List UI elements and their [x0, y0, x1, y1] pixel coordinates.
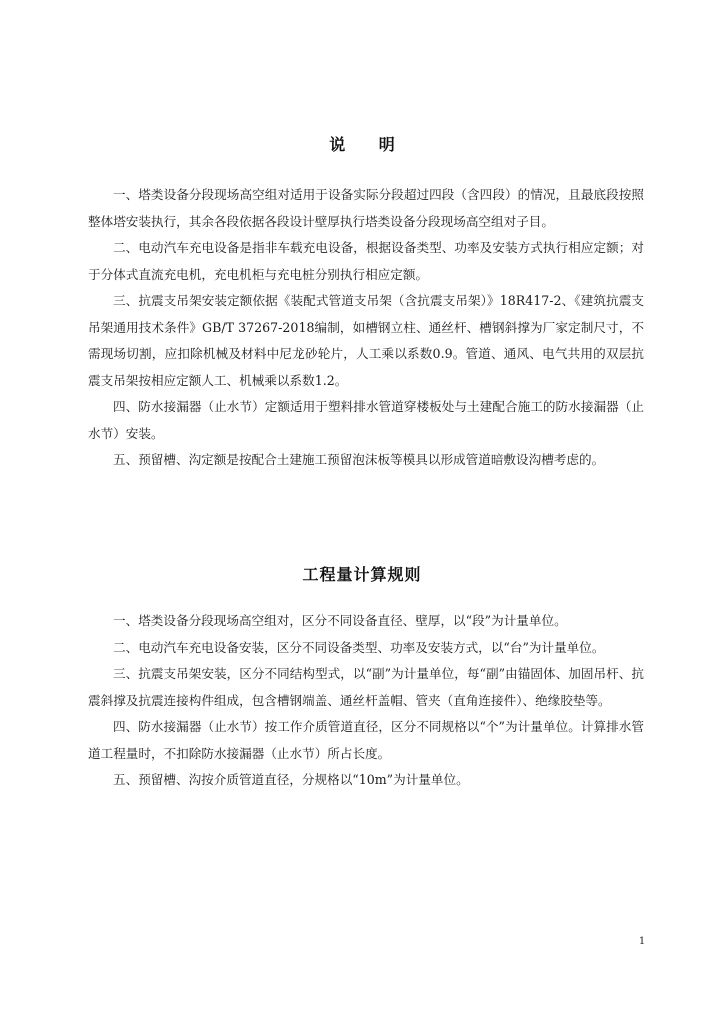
explanation-paragraph-1: 一、塔类设备分段现场高空组对适用于设备实际分段超过四段（含四段）的情况，且最底段按照整体塔安装执行，其余各段依据各段设计壁厚执行塔类设备分段现场高空组对子目。	[88, 187, 644, 229]
rule-paragraph-3: 三、抗震支吊架安装，区分不同结构型式，以“副”为计量单位，每“副”由锚固体、加固吊杆、抗震斜撑及抗震连接构件组成，包含槽钢端盖、通丝杆盖帽、管夹（直角连接件）、绝缘胶垫等。	[88, 666, 644, 708]
explanation-paragraph-4: 四、防水接漏器（止水节）定额适用于塑料排水管道穿楼板处与土建配合施工的防水接漏器（止水节）安装。	[88, 399, 644, 441]
section-title-explanation: 说 明	[329, 135, 409, 154]
explanation-section	[88, 182, 644, 474]
explanation-paragraph-5: 五、预留槽、沟定额是按配合土建施工预留泡沫板等模具以形成管道暗敷设沟槽考虑的。	[113, 452, 605, 467]
rule-paragraph-1: 一、塔类设备分段现场高空组对，区分不同设备直径、壁厚，以“段”为计量单位。	[113, 613, 567, 628]
calculation-rules-section	[88, 608, 644, 794]
rule-paragraph-4: 四、防水接漏器（止水节）按工作介质管道直径，区分不同规格以“个”为计量单位。计算排水管道工程量时，不扣除防水接漏器（止水节）所占长度。	[88, 719, 644, 761]
explanation-paragraph-3: 三、抗震支吊架安装定额依据《装配式管道支吊架（含抗震支吊架）》18R417-2、《建筑抗震支吊架通用技术条件》GB/T 37267-2018编制，如槽钢立柱、通丝杆、槽钢斜撑为厂家定制尺寸，不需现场切割，应扣除机械及材料中尼龙砂轮片，人工乘以系数0.9。管道、通风、电气共用的双层抗震支吊架按相应定额人工、机械乘以系数1.2。	[88, 293, 644, 388]
rule-paragraph-2: 二、电动汽车充电设备安装，区分不同设备类型、功率及安装方式，以“台”为计量单位。	[113, 639, 605, 655]
rule-paragraph-5: 五、预留槽、沟按介质管道直径，分规格以“10m”为计量单位。	[113, 772, 469, 787]
section-title-calculation-rules: 工程量计算规则	[302, 565, 422, 584]
page-number: 1	[638, 936, 646, 947]
explanation-paragraph-2: 二、电动汽车充电设备是指非车载充电设备，根据设备类型、功率及安装方式执行相应定额；对于分体式直流充电机，充电机柜与充电桩分别执行相应定额。	[88, 240, 644, 282]
